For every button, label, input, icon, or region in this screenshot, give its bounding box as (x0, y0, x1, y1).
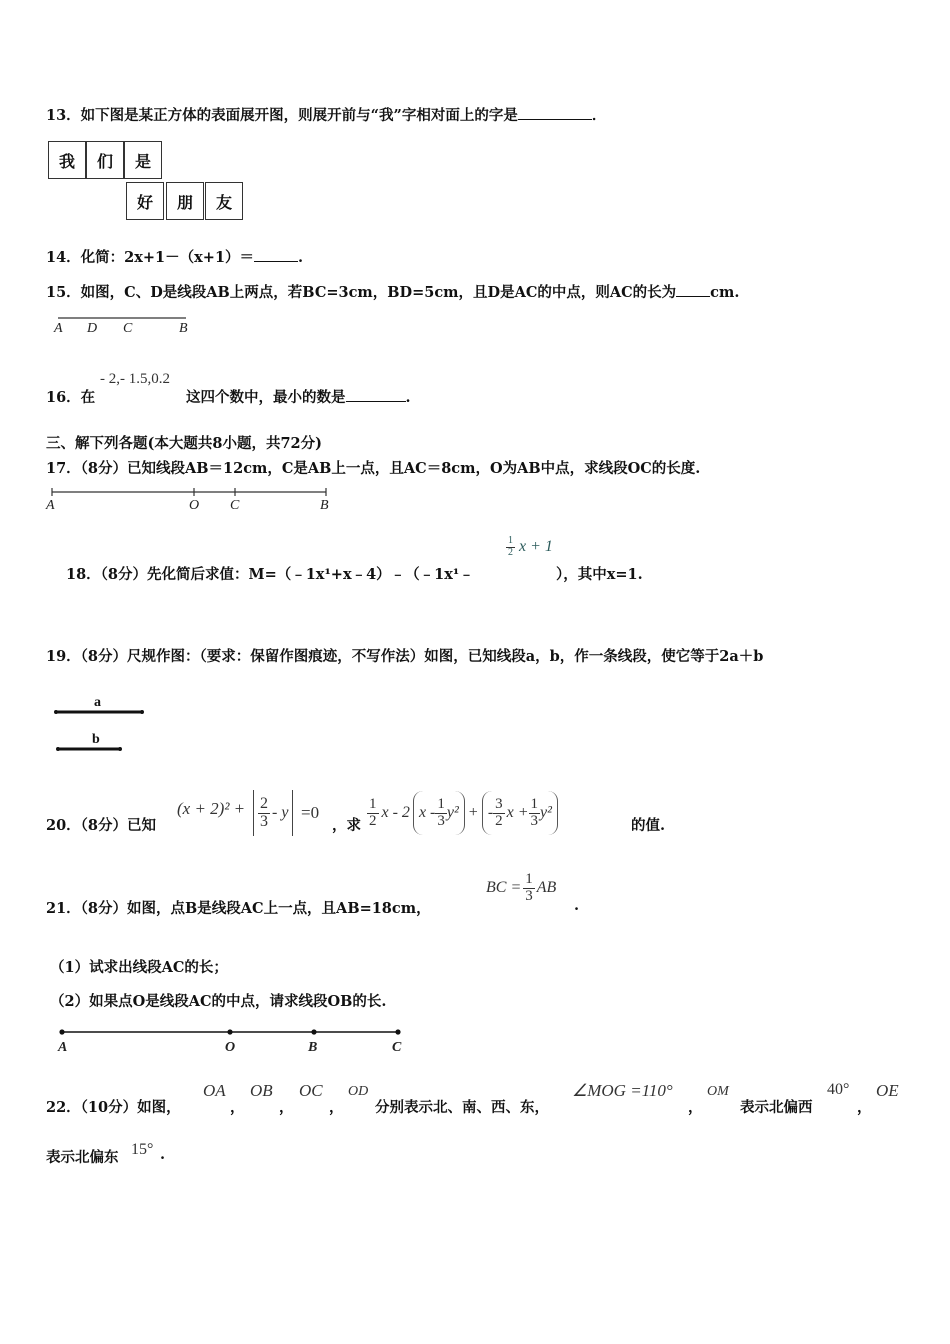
q22-om-text: 表示北偏西 (740, 1099, 813, 1116)
q16-blank (346, 387, 406, 402)
section-3-heading: 三、解下列各题(本大题共8小题，共72分) (46, 435, 322, 452)
q16-post: 这四个数中，最小的数是 . (186, 389, 411, 406)
q22-oa: OA (203, 1081, 226, 1100)
q21-formula: BC = $\frac{1}{3}$ AB (486, 871, 557, 904)
q20-expr2: $\frac{1}{2}$ x - 2 x - $\frac{1}{3}$ y² + - $\frac{3}{2}$ x + $\frac{1}{3}$ y² (367, 790, 558, 836)
q20-mid: ，求 (332, 817, 361, 834)
q22-sep-1: ， (230, 1099, 245, 1116)
q13-blank (518, 105, 592, 120)
q22-sep-2: ， (279, 1099, 294, 1116)
q15-label-a: A (54, 321, 63, 336)
q22-angle: ∠MOG =110° (572, 1081, 673, 1100)
q15-text: 15．如图，C、D是线段AB上两点，若BC=3cm，BD=5cm，且D是AC的中点，则AC的长为 cm. (46, 284, 740, 301)
q22-oe: OE (876, 1081, 899, 1100)
q22-sep-4: ， (688, 1099, 703, 1116)
q21-label-c: C (392, 1040, 402, 1055)
q22-deg15: 15° (131, 1141, 154, 1158)
q22-pre: 22．（10分）如图， (46, 1099, 181, 1116)
q21-label-o: O (225, 1040, 236, 1055)
cube-cell-1: 我 (48, 141, 86, 179)
q14-text: 14．化简：2x+1－（x+1）＝ . (46, 249, 304, 266)
segment-a-label: a (94, 695, 101, 710)
q17-label-a: A (46, 498, 55, 513)
q21-text: 21．（8分）如图，点B是线段AC上一点，且AB=18cm， (46, 900, 431, 917)
q17-segment-figure (46, 486, 346, 512)
q22-mid: 分别表示北、南、西、东， (375, 1099, 549, 1116)
q17-label-b: B (320, 498, 329, 513)
segment-b-label: b (92, 732, 100, 747)
q18-pre: 18．（8分）先化简后求值：M=（﹣1x¹+x﹣4）﹣（﹣1x¹﹣ (66, 566, 474, 583)
q22-om: OM (707, 1084, 729, 1099)
q15-label-c: C (123, 321, 133, 336)
q15-blank (676, 282, 710, 297)
q20-expr1: (x + 2)² + (177, 799, 246, 818)
q18-post: ），其中x=1. (556, 566, 643, 583)
q16-numbers: - 2,- 1.5,0.2 (100, 371, 170, 387)
q17-label-o: O (189, 498, 200, 513)
q21-sub1: （1）试求出线段AC的长； (50, 959, 228, 976)
cube-cell-6: 友 (205, 182, 243, 220)
q20-abs-value: $\frac{2}{3}$ - y (253, 790, 293, 836)
q16-pre: 16．在 (46, 389, 96, 406)
q20-post: 的值. (631, 817, 666, 834)
q21-label-a: A (58, 1040, 68, 1055)
cube-cell-3: 是 (124, 141, 162, 179)
q19-segments-figure (50, 694, 160, 764)
q21-end: . (574, 897, 580, 914)
q22-sep-5: ， (857, 1099, 872, 1116)
q17-label-c: C (230, 498, 240, 513)
q13-text: 13．如下图是某正方体的表面展开图，则展开前与“我”字相对面上的字是 ． (46, 107, 607, 124)
q22-end: . (160, 1146, 166, 1163)
cube-cell-4: 好 (126, 182, 164, 220)
q20-equals: =0 (301, 803, 320, 822)
q14-blank (254, 247, 298, 262)
q20-pre: 20．（8分）已知 (46, 817, 157, 834)
q15-label-d: D (87, 321, 98, 336)
q21-label-b: B (308, 1040, 318, 1055)
q22-od: OD (348, 1084, 369, 1099)
q15-label-b: B (179, 321, 188, 336)
q22-oc: OC (299, 1081, 323, 1100)
q15-segment-figure (50, 312, 200, 336)
q18-fraction-term: $\frac{1}{2}$ x + 1 (508, 535, 553, 558)
q22-sep-3: ， (329, 1099, 344, 1116)
q22-ob: OB (250, 1081, 273, 1100)
q22-line2: 表示北偏东 (46, 1149, 119, 1166)
q19-text: 19．（8分）尺规作图：（要求：保留作图痕迹，不写作法）如图，已知线段a，b，作一条线段，使它等于2a＋b (46, 648, 764, 665)
q21-sub2: （2）如果点O是线段AC的中点，请求线段OB的长. (50, 993, 387, 1010)
cube-cell-2: 们 (86, 141, 124, 179)
q22-deg40: 40° (827, 1081, 850, 1098)
q17-text: 17．（8分）已知线段AB＝12cm，C是AB上一点，且AC＝8cm，O为AB中点，求线段OC的长度. (46, 460, 701, 477)
cube-cell-5: 朋 (166, 182, 204, 220)
q21-segment-figure (56, 1024, 416, 1056)
